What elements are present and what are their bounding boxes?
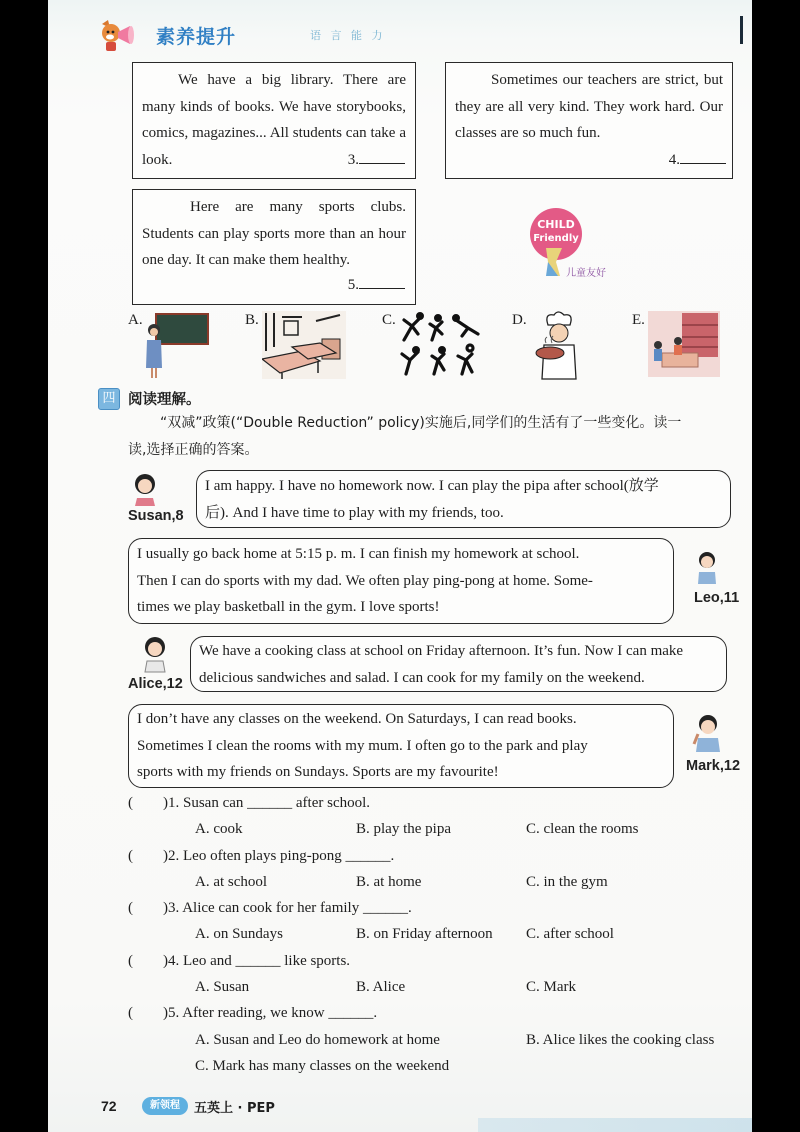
- sports-pictograms-image: [398, 312, 482, 378]
- series-badge: 新领程: [142, 1097, 188, 1115]
- text-box-5: [132, 189, 416, 305]
- option-d-label: D.: [512, 312, 527, 328]
- badge-caption: 儿童友好: [566, 268, 606, 279]
- section-heading: 阅读理解。: [128, 392, 201, 408]
- question-2-stem: Leo often plays ping-pong ______.: [183, 848, 395, 864]
- question-1-stem: Susan can ______ after school.: [183, 795, 371, 811]
- q3-option-b[interactable]: B. on Friday afternoon: [356, 926, 493, 942]
- q3-option-c[interactable]: C. after school: [526, 926, 614, 942]
- answer-bracket-4[interactable]: ( )4.: [128, 953, 180, 969]
- q5-option-c[interactable]: C. Mark has many classes on the weekend: [195, 1058, 450, 1074]
- leo-line-2: Then I can do sports with my dad. We often play ping-pong at home. Some-: [137, 572, 593, 589]
- q1-option-b[interactable]: B. play the pipa: [356, 821, 451, 837]
- leo-avatar: [694, 550, 720, 586]
- q2-option-c[interactable]: C. in the gym: [526, 874, 608, 890]
- question-4-stem: Leo and ______ like sports.: [183, 953, 351, 969]
- q4-option-c[interactable]: C. Mark: [526, 979, 576, 995]
- chef-with-bowl-image: [528, 309, 588, 381]
- box-3-text: We have a big library. There are many kinds of books. We have storybooks, comics, magazines... All students can take a look.: [142, 72, 406, 168]
- teacher-at-blackboard-image: [142, 310, 212, 380]
- mark-avatar: [688, 714, 724, 754]
- q2-option-b[interactable]: B. at home: [356, 874, 422, 890]
- footer-decoration: [478, 1118, 752, 1132]
- page-edge-marker: [740, 16, 743, 44]
- option-e-label: E.: [632, 312, 645, 328]
- answer-blank-4[interactable]: 4.: [669, 147, 726, 174]
- alice-line-1: We have a cooking class at school on Friday afternoon. It’s fun. Now I can make: [199, 643, 684, 659]
- q1-option-a[interactable]: A. cook: [195, 821, 243, 837]
- question-3: [128, 895, 412, 921]
- speaker-susan: Susan,8: [128, 508, 184, 524]
- q4-option-b[interactable]: B. Alice: [356, 979, 406, 995]
- svg-text:CHILD: CHILD: [537, 218, 575, 231]
- book-label: 五英上 · PEP: [194, 1101, 275, 1116]
- question-5-stem: After reading, we know ______.: [182, 1005, 378, 1021]
- mark-line-1: I don’t have any classes on the weekend. On Saturdays, I can read books.: [137, 711, 577, 727]
- q3-option-a[interactable]: A. on Sundays: [195, 926, 283, 942]
- option-c-label: C.: [382, 312, 396, 328]
- section-subtitle: 语 言 能 力: [310, 29, 386, 42]
- speaker-mark: Mark,12: [686, 758, 741, 774]
- leo-line-3: times we play basketball in the gym. I love sports!: [137, 599, 440, 615]
- option-b-label: B.: [245, 312, 259, 328]
- q5-option-b[interactable]: B. Alice likes the cooking class: [526, 1032, 715, 1048]
- mark-speech-bubble: [128, 704, 674, 788]
- section-title: 素养提升: [156, 26, 237, 48]
- box-5-text: Here are many sports clubs. Students can play sports more than an hour one day. It can make them healthy.: [142, 199, 406, 268]
- answer-blank-3[interactable]: 3.: [348, 147, 405, 174]
- answer-bracket-1[interactable]: ( )1.: [128, 795, 180, 811]
- mark-line-3: sports with my friends on Sundays. Sports are my favourite!: [137, 764, 499, 780]
- alice-speech-bubble: [190, 636, 727, 692]
- susan-line-1: I am happy. I have no homework now. I can play the pipa after school(放学: [205, 478, 659, 494]
- svg-text:Friendly: Friendly: [533, 233, 579, 244]
- library-bookshelves-image: [648, 311, 720, 377]
- option-a-label: A.: [128, 312, 143, 328]
- q1-option-c[interactable]: C. clean the rooms: [526, 821, 639, 837]
- alice-avatar: [140, 634, 170, 674]
- leo-speech-bubble: [128, 538, 674, 624]
- leo-line-1: I usually go back home at 5:15 p. m. I can finish my homework at school.: [137, 546, 580, 562]
- answer-blank-5[interactable]: 5.: [348, 272, 405, 299]
- question-5: [128, 1000, 377, 1026]
- question-4: [128, 948, 350, 974]
- speaker-leo: Leo,11: [694, 590, 740, 606]
- fox-mascot-megaphone-icon: [98, 18, 138, 54]
- page-number: 72: [101, 1098, 117, 1114]
- alice-line-2: delicious sandwiches and salad. I can cook for my family on the weekend.: [199, 669, 645, 686]
- answer-bracket-2[interactable]: ( )2.: [128, 848, 180, 864]
- susan-speech-bubble: [196, 470, 731, 528]
- answer-bracket-5[interactable]: ( )5.: [128, 1005, 180, 1021]
- child-friendly-badge: [526, 206, 606, 284]
- text-box-4: [445, 62, 733, 179]
- q4-option-a[interactable]: A. Susan: [195, 979, 250, 995]
- instructions-line-2: 读,选择正确的答案。: [128, 442, 259, 458]
- susan-line-2: 后). And I have time to play with my friends, too.: [205, 504, 504, 521]
- q5-option-a[interactable]: A. Susan and Leo do homework at home: [195, 1032, 440, 1048]
- q2-option-a[interactable]: A. at school: [195, 874, 268, 890]
- susan-avatar: [130, 472, 160, 506]
- answer-bracket-3[interactable]: ( )3.: [128, 900, 180, 916]
- classroom-desks-image: [262, 311, 346, 379]
- workbook-page: [48, 0, 752, 1132]
- question-1: [128, 790, 370, 816]
- box-4-text: Sometimes our teachers are strict, but they are all very kind. They work hard. Our classes are so much fun.: [455, 72, 723, 141]
- section-number-badge: 四: [98, 388, 120, 410]
- question-3-stem: Alice can cook for her family ______.: [182, 900, 412, 916]
- mark-line-2: Sometimes I clean the rooms with my mum. I often go to the park and play: [137, 737, 588, 754]
- text-box-3: [132, 62, 416, 179]
- speaker-alice: Alice,12: [128, 676, 183, 692]
- question-2: [128, 843, 394, 869]
- instructions-line-1: “双减”政策(“Double Reduction” policy)实施后,同学们的生活有了一些变化。读一: [160, 415, 682, 431]
